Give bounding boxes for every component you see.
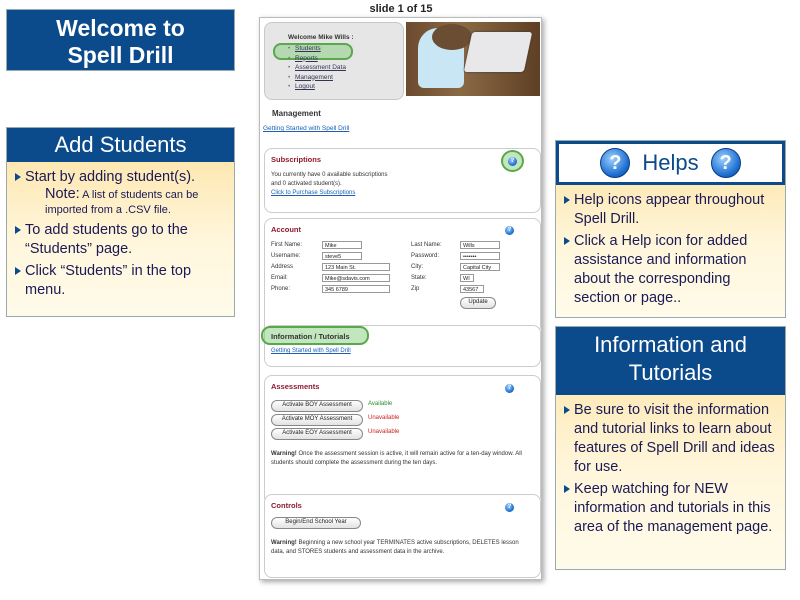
callout-item: Be sure to visit the information and tutorial links to learn about features of Spell Drill and ideas for use. xyxy=(564,401,777,477)
header-photo xyxy=(406,22,540,96)
state-label: State: xyxy=(411,275,427,281)
bullet-arrow-icon xyxy=(564,485,570,493)
helps-title: Helps xyxy=(642,150,699,175)
activate-boy-button[interactable]: Activate BOY Assessment xyxy=(271,400,363,412)
eoy-status: Unavailable xyxy=(368,429,400,435)
info-tutorials-callout xyxy=(555,326,786,570)
callout-item: Help icons appear throughout Spell Drill. xyxy=(564,191,777,229)
callout-item: Click a Help icon for added assistance and information about the corresponding section or page.. xyxy=(564,232,777,308)
zip-label: Zip xyxy=(411,286,420,292)
last-name-field[interactable]: Wills xyxy=(460,241,500,249)
bullet-arrow-icon xyxy=(564,237,570,245)
information-title: Information / Tutorials xyxy=(271,332,350,341)
help-icon[interactable]: ? xyxy=(505,384,514,393)
laptop-figure xyxy=(464,32,533,72)
note: Note: A list of students can be imported from a .CSV file. xyxy=(45,186,199,216)
phone-field[interactable]: 345 6789 xyxy=(322,285,390,293)
menu-item-management[interactable]: • Management xyxy=(295,73,346,83)
subscriptions-text2: and 0 activated student(s). xyxy=(271,181,342,187)
purchase-link[interactable]: Click to Purchase Subscriptions xyxy=(271,190,356,196)
helps-header xyxy=(556,141,785,185)
begin-end-year-button[interactable]: Begin/End School Year xyxy=(271,517,361,529)
last-name-label: Last Name: xyxy=(411,242,442,248)
bullet-arrow-icon xyxy=(15,267,21,275)
account-title: Account xyxy=(271,225,301,234)
email-label: Email: xyxy=(271,275,288,281)
address-field[interactable]: 123 Main St. xyxy=(322,263,390,271)
help-icon: ? xyxy=(600,148,630,178)
password-field[interactable]: ••••••• xyxy=(460,252,500,260)
menu-item-reports[interactable]: • Reports xyxy=(295,54,346,64)
controls-warning: Warning! Beginning a new school year TERMINATES active subscriptions, DELETES lesson data, and STORES students and assessment data in the archive. xyxy=(271,540,519,555)
first-name-field[interactable]: Mike xyxy=(322,241,362,249)
callout-item: Start by adding student(s). Note: A list of students can be imported from a .CSV file. xyxy=(15,168,226,218)
activate-eoy-button[interactable]: Activate EOY Assessment xyxy=(271,428,363,440)
subscriptions-text1: You currently have 0 available subscriptions xyxy=(271,172,388,178)
callout-item: To add students go to the “Students” page. xyxy=(15,221,226,259)
callout-item: Keep watching for NEW information and tutorials in this area of the management page. xyxy=(564,480,777,537)
username-label: Username: xyxy=(271,253,301,259)
assessment-warning: Warning! Once the assessment session is active, it will remain active for a ten-day window. All students should complete the assessment during the ten days. xyxy=(271,451,522,466)
bullet-arrow-icon xyxy=(15,226,21,234)
password-label: Password: xyxy=(411,253,440,259)
phone-label: Phone: xyxy=(271,286,291,292)
slide-label: slide 1 of 15 xyxy=(369,3,433,15)
controls-title: Controls xyxy=(271,501,302,510)
username-field[interactable]: steve5 xyxy=(322,252,362,260)
city-field[interactable]: Capital City xyxy=(460,263,500,271)
account-panel xyxy=(264,218,541,334)
help-icon[interactable]: ? xyxy=(508,157,517,166)
information-link[interactable]: Getting Started with Spell Drill xyxy=(271,348,351,354)
welcome-user: Welcome Mike Wills : xyxy=(288,34,354,41)
help-icon: ? xyxy=(711,148,741,178)
address-label: Address xyxy=(271,264,294,270)
info-tutorials-title: Information and Tutorials xyxy=(556,327,785,395)
city-label: City: xyxy=(411,264,423,270)
management-heading: Management xyxy=(272,109,321,118)
child-figure xyxy=(418,28,464,88)
welcome-title xyxy=(6,9,235,71)
assessments-panel xyxy=(264,375,541,505)
help-icon[interactable]: ? xyxy=(505,503,514,512)
boy-status: Available xyxy=(368,401,393,407)
welcome-line2: Spell Drill xyxy=(67,42,174,68)
assessments-title: Assessments xyxy=(271,382,320,391)
update-button[interactable]: Update xyxy=(460,297,496,309)
help-icon[interactable]: ? xyxy=(505,226,514,235)
add-students-title: Add Students xyxy=(7,128,234,162)
getting-started-link[interactable]: Getting Started with Spell Drill xyxy=(263,125,350,132)
app-screenshot xyxy=(259,17,542,580)
first-name-label: First Name: xyxy=(271,242,303,248)
activate-moy-button[interactable]: Activate MOY Assessment xyxy=(271,414,363,426)
welcome-line1: Welcome to xyxy=(56,15,185,41)
email-field[interactable]: Mike@sdavis.com xyxy=(322,274,390,282)
zip-field[interactable]: 43567 xyxy=(460,285,484,293)
top-menu xyxy=(264,22,404,100)
menu-item-assessment-data[interactable]: • Assessment Data xyxy=(295,63,346,73)
bullet-arrow-icon xyxy=(564,196,570,204)
add-students-callout xyxy=(6,127,235,317)
menu-item-logout[interactable]: • Logout xyxy=(295,82,346,92)
subscriptions-panel xyxy=(264,148,541,213)
menu-item-students[interactable]: • Students xyxy=(295,44,346,54)
information-panel xyxy=(264,325,541,367)
state-field[interactable]: WI xyxy=(460,274,474,282)
controls-panel xyxy=(264,494,541,578)
subscriptions-title: Subscriptions xyxy=(271,155,322,164)
bullet-arrow-icon xyxy=(15,173,21,181)
helps-callout xyxy=(555,140,786,318)
bullet-arrow-icon xyxy=(564,406,570,414)
callout-item: Click “Students” in the top menu. xyxy=(15,262,226,300)
moy-status: Unavailable xyxy=(368,415,400,421)
